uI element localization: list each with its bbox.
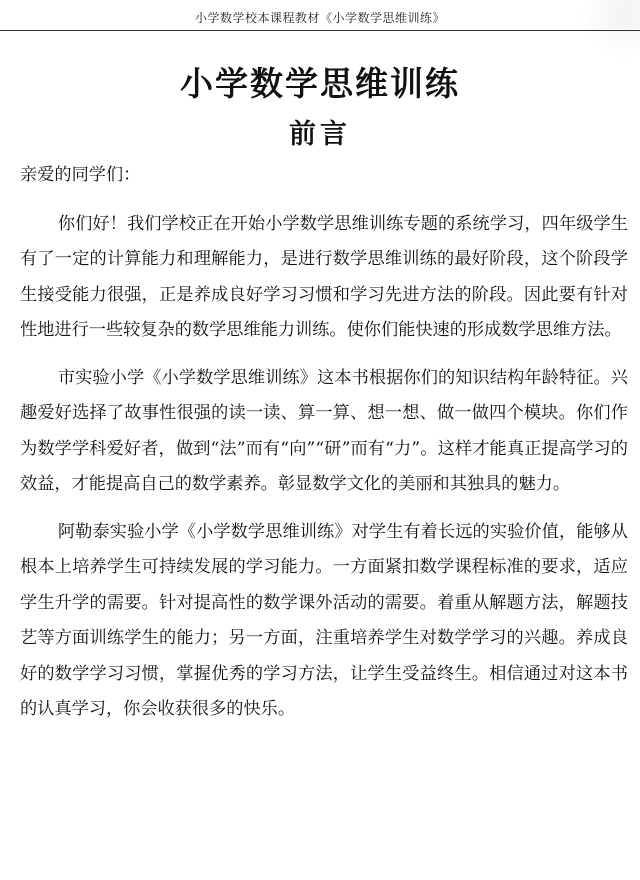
- paragraph-2: 市实验小学《小学数学思维训练》这本书根据你们的知识结构年龄特征。兴趣爱好选择了故事性很强的读一读、算一算、想一想、做一做四个模块。你们作为数学学科爱好者，做到“法”而有“向”“研”而有“力”。这样才能真正提高学习的效益，才能提高自己的数学素养。彰显数学文化的美丽和其独具的魅力。: [20, 367, 628, 494]
- section-title-preface: 前言: [289, 119, 351, 150]
- greeting: 亲爱的同学们：: [20, 165, 141, 185]
- running-header-text: 小学数学校本课程教材《小学数学思维训练》: [194, 11, 445, 25]
- preface-body: [20, 158, 628, 728]
- running-header: [0, 0, 640, 31]
- paragraph-3: 阿勒泰实验小学《小学数学思维训练》对学生有着长远的实验价值，能够从根本上培养学生可持续发展的学习能力。一方面紧扣数学课程标准的要求，适应学生升学的需要。针对提高性的数学课外活动的需要。着重从解题方法，解题技艺等方面训练学生的能力；另一方面，注重培养学生对数学学习的兴趣。养成良好的数学学习习惯，掌握优秀的学习方法，让学生受益终生。相信通过对这本书的认真学习，你会收获很多的快乐。: [20, 521, 628, 719]
- paragraph-1: 你们好！我们学校正在开始小学数学思维训练专题的系统学习，四年级学生有了一定的计算能力和理解能力，是进行数学思维训练的最好阶段，这个阶段学生接受能力很强，正是养成良好学习习惯和学习先进方法的阶段。因此要有针对性地进行一些较复杂的数学思维能力训练。使你们能快速的形成数学思维方法。: [20, 213, 628, 340]
- document-title: 小学数学思维训练: [180, 64, 460, 103]
